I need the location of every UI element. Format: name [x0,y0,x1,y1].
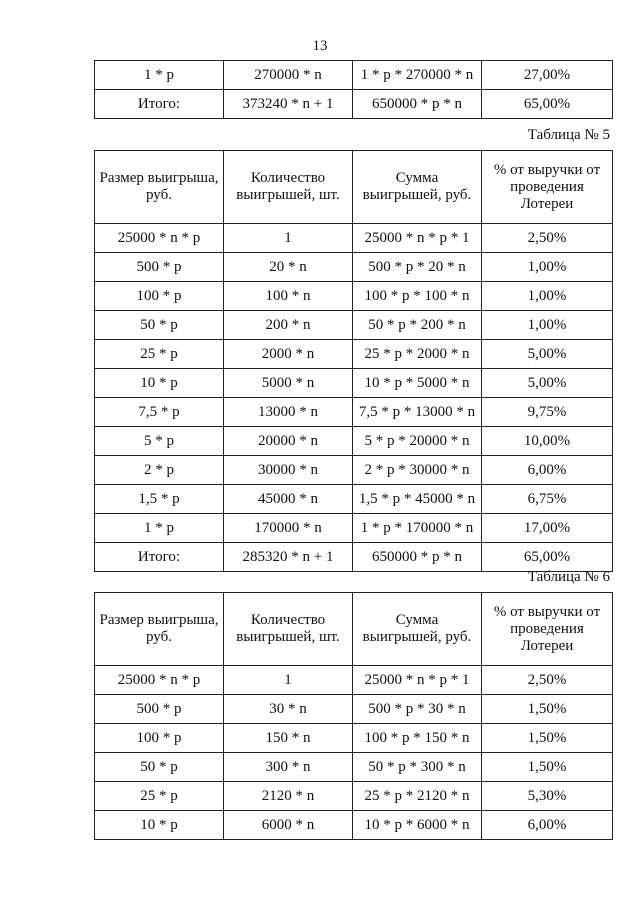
cell-prize-amount: 10 * p [95,811,224,840]
cell-revenue-percent: 5,30% [482,782,613,811]
cell-revenue-percent: 2,50% [482,666,613,695]
header-prize-sum: Сумма выигрышей, руб. [353,593,482,666]
table-row [95,282,613,311]
table-row [95,224,613,253]
cell-revenue-percent: 5,00% [482,340,613,369]
cell-revenue-percent: 6,00% [482,811,613,840]
table-header-row [95,593,613,666]
cell-prize-sum: 7,5 * p * 13000 * n [353,398,482,427]
table-row [95,61,613,90]
header-prize-sum: Сумма выигрышей, руб. [353,151,482,224]
cell-prize-count: 150 * n [224,724,353,753]
header-revenue-percent: % от выручки от проведения Лотереи [482,151,613,224]
table-6-caption: Таблица № 6 [527,569,610,585]
cell-prize-count: 1 [224,224,353,253]
table-row [95,485,613,514]
cell-prize-count: 20000 * n [224,427,353,456]
cell-revenue-percent: 1,50% [482,695,613,724]
cell-revenue-percent: 6,00% [482,456,613,485]
prize-table-continued [94,60,613,119]
cell-revenue-percent: 1,00% [482,253,613,282]
cell-prize-count: 373240 * n + 1 [224,90,353,119]
cell-prize-sum: 2 * p * 30000 * n [353,456,482,485]
cell-prize-amount: 100 * p [95,724,224,753]
cell-prize-sum: 10 * p * 6000 * n [353,811,482,840]
cell-revenue-percent: 1,00% [482,311,613,340]
cell-prize-sum: 25 * p * 2000 * n [353,340,482,369]
cell-prize-sum: 50 * p * 200 * n [353,311,482,340]
cell-prize-amount: 5 * p [95,427,224,456]
prize-table-5 [94,150,613,572]
cell-prize-count: 100 * n [224,282,353,311]
cell-prize-amount: 7,5 * p [95,398,224,427]
cell-revenue-percent: 2,50% [482,224,613,253]
header-prize-count: Количество выигрышей, шт. [224,151,353,224]
cell-prize-sum: 50 * p * 300 * n [353,753,482,782]
cell-prize-amount: 25000 * n * p [95,666,224,695]
cell-prize-count: 45000 * n [224,485,353,514]
cell-prize-amount: 500 * p [95,253,224,282]
cell-revenue-percent: 10,00% [482,427,613,456]
cell-prize-count: 5000 * n [224,369,353,398]
table-row [95,369,613,398]
cell-prize-amount: 25 * p [95,340,224,369]
table-5-caption: Таблица № 5 [527,127,610,143]
table-row [95,456,613,485]
cell-prize-amount: Итого: [95,543,224,572]
table-row [95,514,613,543]
table-row [95,811,613,840]
table-row [95,724,613,753]
table-body [95,666,613,840]
cell-revenue-percent: 5,00% [482,369,613,398]
cell-prize-amount: 1 * p [95,61,224,90]
cell-prize-sum: 5 * p * 20000 * n [353,427,482,456]
cell-prize-count: 30000 * n [224,456,353,485]
cell-prize-amount: 100 * p [95,282,224,311]
table-row [95,340,613,369]
page-number: 13 [312,38,328,54]
cell-prize-amount: 50 * p [95,753,224,782]
cell-prize-count: 170000 * n [224,514,353,543]
cell-prize-count: 300 * n [224,753,353,782]
cell-revenue-percent: 1,50% [482,753,613,782]
table-header-row [95,151,613,224]
cell-revenue-percent: 1,00% [482,282,613,311]
cell-prize-count: 1 [224,666,353,695]
cell-prize-sum: 500 * p * 30 * n [353,695,482,724]
cell-revenue-percent: 9,75% [482,398,613,427]
table-row [95,311,613,340]
table-row [95,398,613,427]
table-row [95,782,613,811]
cell-prize-amount: 500 * p [95,695,224,724]
cell-prize-sum: 1 * p * 270000 * n [353,61,482,90]
table-row [95,253,613,282]
cell-prize-sum: 100 * p * 100 * n [353,282,482,311]
prize-table-6 [94,592,613,840]
cell-revenue-percent: 17,00% [482,514,613,543]
table-body [95,61,613,119]
header-prize-amount: Размер выигрыша, руб. [95,593,224,666]
cell-prize-count: 270000 * n [224,61,353,90]
cell-prize-sum: 100 * p * 150 * n [353,724,482,753]
table-row [95,666,613,695]
cell-prize-count: 20 * n [224,253,353,282]
cell-prize-amount: Итого: [95,90,224,119]
table-row [95,695,613,724]
cell-prize-sum: 25000 * n * p * 1 [353,666,482,695]
cell-prize-amount: 25 * p [95,782,224,811]
cell-prize-count: 2120 * n [224,782,353,811]
cell-prize-sum: 650000 * p * n [353,90,482,119]
cell-prize-count: 2000 * n [224,340,353,369]
cell-prize-count: 6000 * n [224,811,353,840]
table-row [95,753,613,782]
cell-revenue-percent: 27,00% [482,61,613,90]
header-prize-amount: Размер выигрыша, руб. [95,151,224,224]
cell-revenue-percent: 6,75% [482,485,613,514]
cell-prize-amount: 1,5 * p [95,485,224,514]
table-row [95,543,613,572]
cell-prize-amount: 2 * p [95,456,224,485]
table-body [95,224,613,572]
cell-revenue-percent: 65,00% [482,543,613,572]
cell-prize-amount: 1 * p [95,514,224,543]
cell-revenue-percent: 65,00% [482,90,613,119]
cell-prize-sum: 500 * p * 20 * n [353,253,482,282]
table-row [95,427,613,456]
cell-prize-amount: 50 * p [95,311,224,340]
cell-prize-sum: 25 * p * 2120 * n [353,782,482,811]
cell-prize-amount: 25000 * n * p [95,224,224,253]
cell-prize-sum: 25000 * n * p * 1 [353,224,482,253]
cell-prize-sum: 650000 * p * n [353,543,482,572]
cell-revenue-percent: 1,50% [482,724,613,753]
header-revenue-percent: % от выручки от проведения Лотереи [482,593,613,666]
cell-prize-sum: 10 * p * 5000 * n [353,369,482,398]
cell-prize-amount: 10 * p [95,369,224,398]
table-row [95,90,613,119]
cell-prize-count: 200 * n [224,311,353,340]
header-prize-count: Количество выигрышей, шт. [224,593,353,666]
cell-prize-count: 30 * n [224,695,353,724]
cell-prize-count: 285320 * n + 1 [224,543,353,572]
cell-prize-count: 13000 * n [224,398,353,427]
cell-prize-sum: 1 * p * 170000 * n [353,514,482,543]
cell-prize-sum: 1,5 * p * 45000 * n [353,485,482,514]
